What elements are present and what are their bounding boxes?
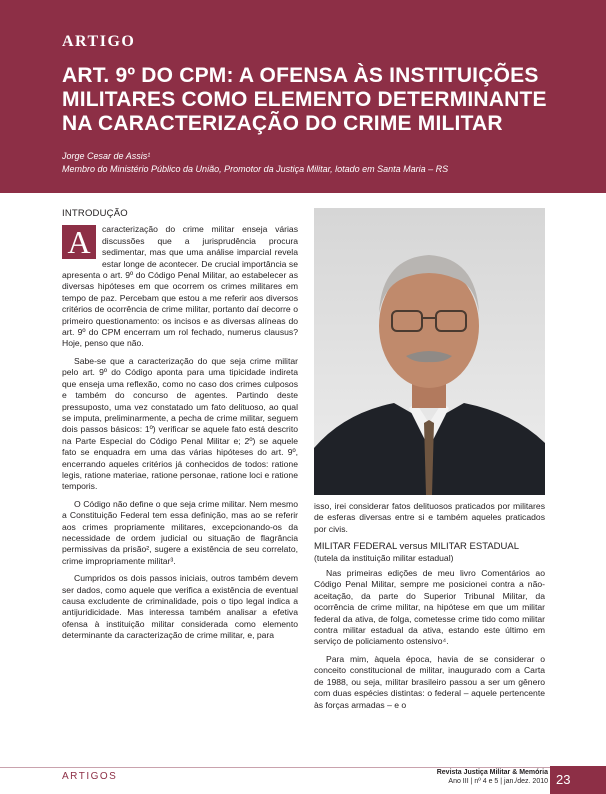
footer-publication [388, 768, 548, 786]
paragraph-4: Cumpridos os dois passos iniciais, outros também devem ser dados, como aquele que verifica a existência de eventual causa excludente de criminalidade, pois o tipo legal indica a antijuridicidade. Mas interessa também analisar a efetiva ofensa à instituição militar considerada como elemento determinante da caracterização de crime militar, e, para [62, 573, 298, 641]
right-column [314, 501, 545, 717]
drop-cap: A [62, 225, 96, 259]
author-portrait-image [314, 208, 545, 495]
page-number: 23 [550, 766, 606, 794]
right-paragraph-2: Para mim, àquela época, havia de se considerar o conceito constitucional de militar, inaugurado com a Carta de 1988, ou seja, militar brasileiro passou a ser um gênero com duas espécies distintas: o federal – aquele pertencente às forças armadas – e o [314, 653, 545, 710]
footer-section-label: ARTIGOS [62, 771, 118, 782]
paragraph-3: O Código não define o que seja crime militar. Nem mesmo a Constituição Federal tem essa definição, mas ao se referir aos crimes propriamente militares, excepcionando-os da necessidade de ordem judicial ou situação de flagrância permissivas da prisão², sugere a existência de seu correlato, crime impropriamente militar³. [62, 498, 298, 566]
left-column [62, 208, 298, 648]
section-label: ARTIGO [62, 33, 136, 50]
header-band [0, 0, 606, 193]
section-subheading: MILITAR FEDERAL versus MILITAR ESTADUAL [314, 541, 519, 553]
publication-issue: Ano III | nº 4 e 5 | jan./dez. 2010 [448, 778, 548, 785]
author-name: Jorge Cesar de Assis¹ [62, 151, 151, 161]
paragraph-1 [62, 224, 298, 349]
paragraph-1-text: caracterização do crime militar enseja várias discussões que a jurisprudência procura sedimentar, mas que uma análise imparcial revela estar longe de acontecer. De crucial importância se apresenta o art. 9º do Código Penal Militar, ao estabelecer as diversas hipóteses em que ocorrem os crimes militares em tempo de paz. Percebam que estou a me referir aos diversos critérios de ocorrência de crime militar, portanto daí decorre o primeiro questionamento: os incisos e as diversas alíneas do art. 9º do CPM encerram um rol fechado, numerus clausus? Hoje, penso que não. [62, 224, 298, 349]
intro-heading: INTRODUÇÃO [62, 208, 128, 219]
author-role: Membro do Ministério Público da União, Promotor da Justiça Militar, lotado em Santa Maria – RS [62, 164, 449, 174]
right-paragraph-1: Nas primeiras edições de meu livro Comentários ao Código Penal Militar, sempre me posicionei contra a não-aceitação, da parte do Superior Tribunal Militar, da ocorrência de crime militar, na hipótese em que um militar federal da ativa, de folga, cometesse crime tido como militar contra militar estadual da ativa, estando este último em serviço de policiamento ostensivo⁴. [314, 568, 545, 647]
paragraph-2: Sabe-se que a caracterização do que seja crime militar pelo art. 9º do Código aponta para uma tipicidade indireta que enseja uma reflexão, como no caso dos crimes culposos e também do concurso de agentes. Partindo deste pressuposto, uma vez constatado um fato delituoso, ao qual se imputa, preliminarmente, a pecha de crime militar, seguem dois passos básicos: 1º) verificar se aquele fato está descrito na Parte Especial do Código Penal Militar e; 2º) se aquele fato se enquadra em uma das várias hipóteses do art. 9º, encerrando aqueles critérios já conhecidos de todos: ratione legis, ratione materiae, ratione personae, ratione loci e ratione temporis. [62, 355, 298, 492]
author-photo [314, 208, 545, 495]
publication-name: Revista Justiça Militar & Memória [436, 769, 548, 776]
article-title: ART. 9º DO CPM: A OFENSA ÀS INSTITUIÇÕES MILITARES COMO ELEMENTO DETERMINANTE NA CARACTERIZAÇÃO DO CRIME MILITAR [62, 64, 547, 135]
section-subheading-note: (tutela da instituição militar estadual) [314, 552, 454, 563]
continuation-paragraph: isso, irei considerar fatos delituosos praticados por militares de esferas diversas entre si e também aqueles praticados por civis. [314, 501, 545, 534]
